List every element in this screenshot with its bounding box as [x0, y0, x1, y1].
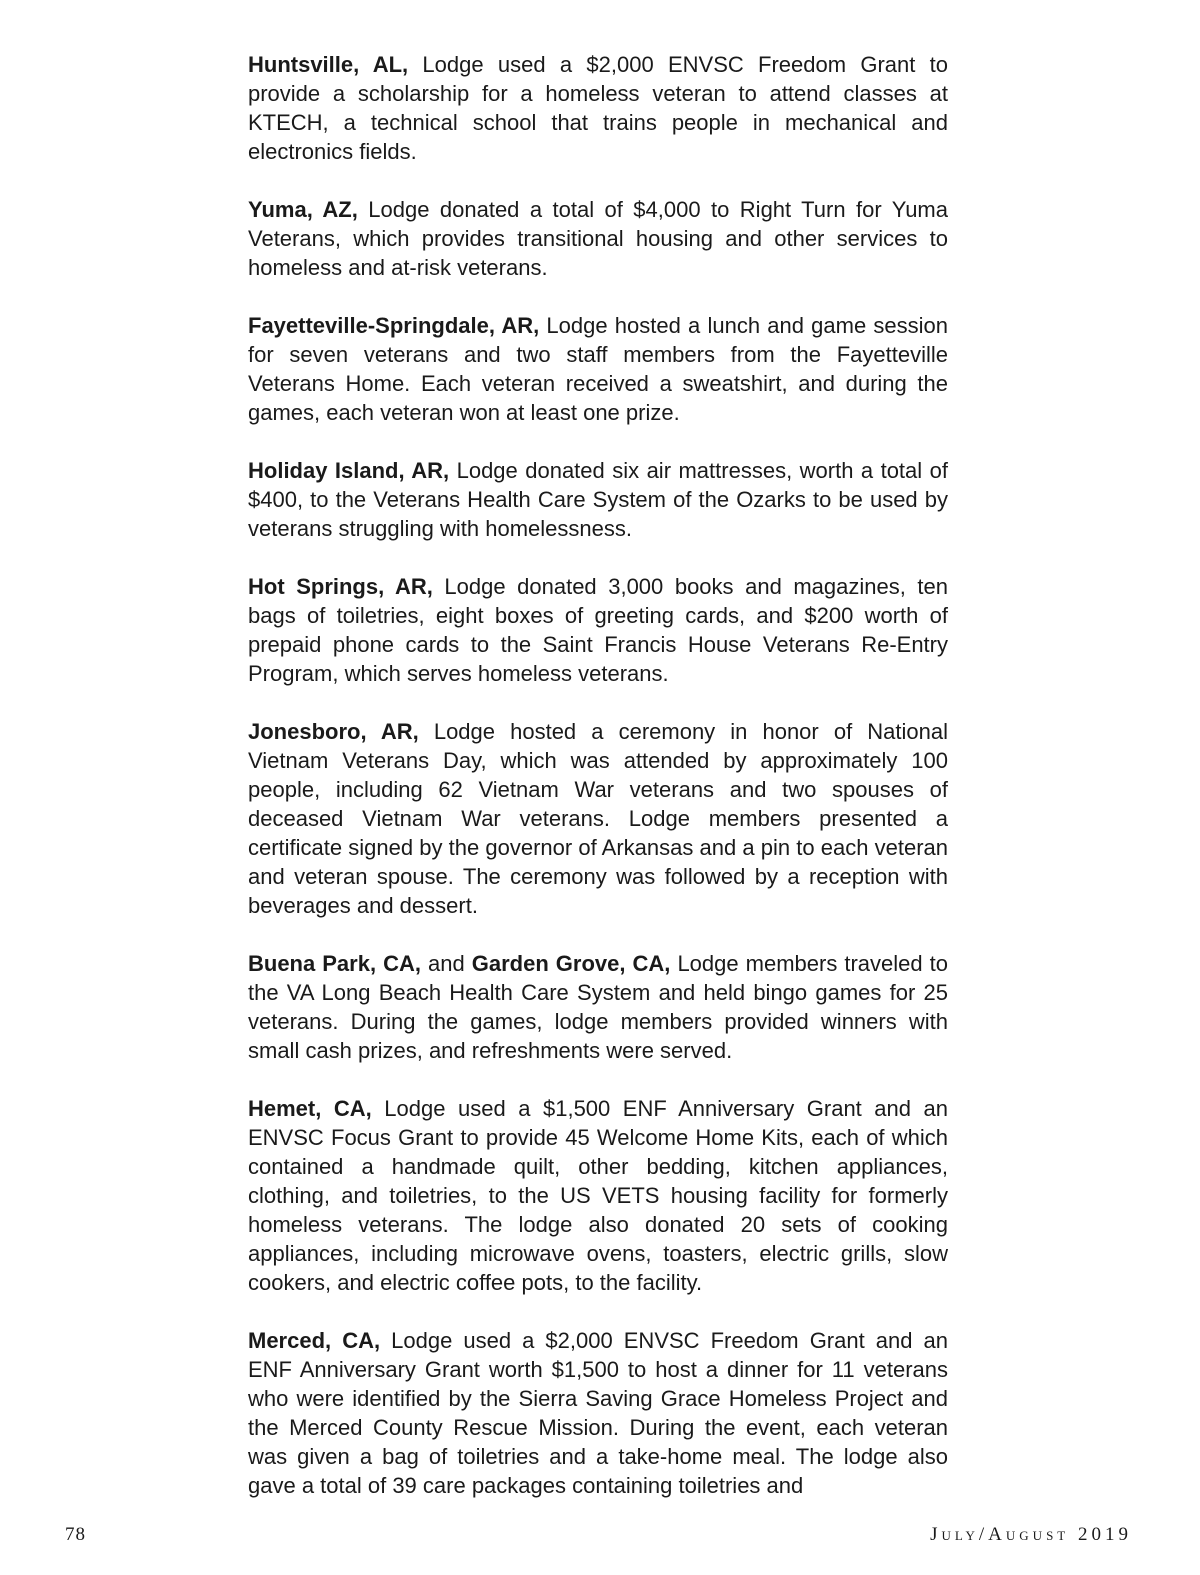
entry-place: Hot Springs, AR, — [248, 574, 433, 599]
entry-text: Lodge donated six air mattresses, worth a total of $400, to the Veterans Health Care System of the Ozarks to be used by veterans struggling with homelessness. — [248, 458, 948, 541]
entry-place: Yuma, AZ, — [248, 197, 358, 222]
entry-place: Fayetteville-Springdale, AR, — [248, 313, 540, 338]
entry-hot-springs — [248, 572, 948, 688]
entry-huntsville — [248, 50, 948, 166]
article-column — [248, 50, 948, 1529]
entry-place-secondary: Garden Grove, CA, — [471, 951, 671, 976]
entry-place: Merced, CA, — [248, 1328, 381, 1353]
entry-place: Holiday Island, AR, — [248, 458, 450, 483]
entry-fayetteville-springdale — [248, 311, 948, 427]
entry-connector: and — [421, 951, 472, 976]
entry-text: Lodge used a $2,000 ENVSC Freedom Grant and an ENF Anniversary Grant worth $1,500 to host a dinner for 11 veterans who were identified by the Sierra Saving Grace Homeless Project and the Merced County Rescue Mission. During the event, each veteran was given a bag of toiletries and a take-home meal. The lodge also gave a total of 39 care packages containing toiletries and — [248, 1328, 948, 1498]
entry-buena-park-garden-grove — [248, 949, 948, 1065]
entry-text: Lodge donated a total of $4,000 to Right Turn for Yuma Veterans, which provides transitional housing and other services to homeless and at-risk veterans. — [248, 197, 948, 280]
entry-holiday-island — [248, 456, 948, 543]
entry-text: Lodge used a $1,500 ENF Anniversary Grant and an ENVSC Focus Grant to provide 45 Welcome Home Kits, each of which contained a handmade quilt, other bedding, kitchen appliances, clothing, and toiletries, to the US VETS housing facility for formerly homeless veterans. The lodge also donated 20 sets of cooking appliances, including microwave ovens, toasters, electric grills, slow cookers, and electric coffee pots, to the facility. — [248, 1096, 949, 1295]
entry-place: Buena Park, CA, — [248, 951, 421, 976]
issue-date: July/August 2019 — [930, 1524, 1132, 1545]
entry-text: Lodge donated 3,000 books and magazines, ten bags of toiletries, eight boxes of greeting cards, and $200 worth of prepaid phone cards to the Saint Francis House Veterans Re-Entry Program, which serves homeless veterans. — [248, 574, 948, 686]
entry-text: Lodge used a $2,000 ENVSC Freedom Grant to provide a scholarship for a homeless veteran to attend classes at KTECH, a technical school that trains people in mechanical and electronics fields. — [248, 52, 948, 164]
entry-place: Huntsville, AL, — [248, 52, 409, 77]
entry-yuma — [248, 195, 948, 282]
entry-hemet — [248, 1094, 948, 1297]
entry-merced — [248, 1326, 948, 1500]
entry-text: Lodge hosted a lunch and game session for seven veterans and two staff members from the Fayetteville Veterans Home. Each veteran received a sweatshirt, and during the games, each veteran won at least one prize. — [248, 313, 948, 425]
page-number: 78 — [65, 1524, 86, 1545]
entry-text: Lodge members traveled to the VA Long Beach Health Care System and held bingo games for 25 veterans. During the games, lodge members provided winners with small cash prizes, and refreshments were served. — [248, 951, 948, 1063]
entry-text: Lodge hosted a ceremony in honor of National Vietnam Veterans Day, which was attended by approximately 100 people, including 62 Vietnam War veterans and two spouses of deceased Vietnam War veterans. Lodge members presented a certificate signed by the governor of Arkansas and a pin to each veteran and veteran spouse. The ceremony was followed by a reception with beverages and dessert. — [248, 719, 948, 918]
entry-jonesboro — [248, 717, 948, 920]
entry-place: Hemet, CA, — [248, 1096, 372, 1121]
entry-place: Jonesboro, AR, — [248, 719, 419, 744]
